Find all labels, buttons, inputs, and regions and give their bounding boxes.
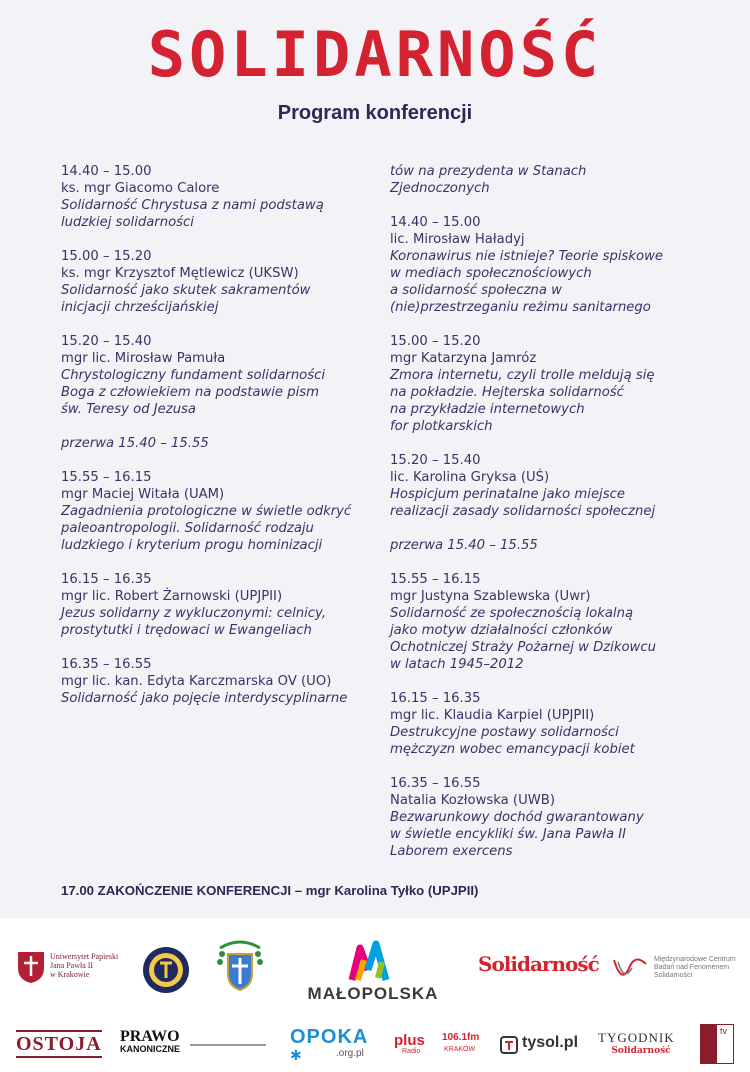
ostoja-logo — [16, 1030, 102, 1058]
entry-topic-line: Ochotniczej Straży Pożarnej w Dzikowcu — [390, 640, 656, 655]
upjp2-name-line1: Uniwersytet Papieski — [50, 952, 119, 961]
program-entry — [390, 214, 690, 316]
entry-topic-line: Zagadnienia protologiczne w świetle odkryć — [61, 504, 352, 519]
entry-topic-line: ludzkiej solidarności — [61, 215, 194, 230]
closing-line: 17.00 ZAKOŃCZENIE KONFERENCJI – mgr Karolina Tyłko (UPJPII) — [61, 883, 479, 898]
entry-topic-line: Chrystologiczny fundament solidarności — [61, 368, 326, 383]
entry-topic-line: w świetle encykliki św. Jana Pawła II — [390, 827, 626, 842]
entry-topic-line: na pokładzie. Hejterska solidarność — [390, 385, 624, 400]
entry-speaker: mgr lic. kan. Edyta Karczmarska OV (UO) — [61, 674, 332, 689]
entry-topic-line: św. Teresy od Jezusa — [61, 402, 197, 417]
entry-time: 16.35 – 16.55 — [61, 657, 152, 672]
entry-topic-line: przerwa 15.40 – 15.55 — [390, 538, 538, 553]
entry-speaker: mgr Katarzyna Jamróz — [390, 351, 537, 366]
upjp2-shield-icon — [16, 950, 46, 984]
page-subtitle: Program konferencji — [277, 102, 473, 124]
entry-topic-line: Bezwarunkowy dochód gwarantowany — [390, 810, 644, 825]
prawo-label: PRAWO — [120, 1028, 180, 1045]
entry-topic-line: Koronawirus nie istnieje? Teorie spiskowe — [390, 249, 663, 264]
entry-speaker: lic. Karolina Gryksa (UŚ) — [390, 470, 550, 485]
entry-time: 15.55 – 16.15 — [390, 572, 481, 587]
entry-topic-line: paleoantropologii. Solidarność rodzaju — [61, 521, 314, 536]
entry-topic-line: na przykładzie internetowych — [390, 402, 585, 417]
tysol-logo — [500, 1034, 586, 1060]
entry-topic-line: Boga z człowiekiem na podstawie pism — [61, 385, 319, 400]
program-left-column — [61, 163, 371, 724]
centrum-line3: Solidarności — [654, 972, 693, 979]
entry-topic-line: Destrukcyjne postawy solidarności — [390, 725, 619, 740]
entry-topic-line: w latach 1945–2012 — [390, 657, 524, 672]
program-entry — [390, 452, 690, 520]
poster-title: SOLIDARNOŚĆ — [147, 18, 603, 91]
sponsor-footer — [0, 918, 750, 1072]
bishop-coat-of-arms — [214, 940, 266, 996]
program-entry — [61, 163, 371, 231]
upjp2-name-line2: Jana Pawła II — [50, 961, 94, 970]
entry-speaker: mgr Justyna Szablewska (Uwr) — [390, 589, 591, 604]
malopolska-m-icon — [306, 940, 440, 984]
program-entry — [390, 690, 690, 758]
solidarnosc-logo — [478, 952, 599, 992]
seal-icon — [142, 946, 190, 994]
entry-topic-line: Laborem exercens — [390, 844, 513, 859]
entry-topic-line: Solidarność jako skutek sakramentów — [61, 283, 311, 298]
entry-time: 16.15 – 16.35 — [61, 572, 152, 587]
program-entry — [61, 469, 371, 554]
plus-city: KRAKÓW — [444, 1046, 476, 1053]
opoka-star-icon: ✱ — [290, 1048, 302, 1064]
program-entry — [61, 435, 371, 452]
entry-time: 16.15 – 16.35 — [390, 691, 481, 706]
plus-label: plus — [394, 1032, 425, 1049]
entry-topic-line: jako motyw działalności członków — [390, 623, 613, 638]
centrum-line1: Międzynarodowe Centrum — [654, 956, 736, 963]
prawo-kanoniczne-logo — [120, 1030, 270, 1060]
centrum-logo — [612, 956, 742, 996]
entry-topic-line: (nie)przestrzeganiu reżimu sanitarnego — [390, 300, 651, 315]
entry-topic-line: w mediach społecznościowych — [390, 266, 592, 281]
entry-time: 15.20 – 15.40 — [390, 453, 481, 468]
program-entry — [390, 333, 690, 435]
entry-time: 15.55 – 16.15 — [61, 470, 152, 485]
coat-of-arms-icon — [214, 940, 266, 996]
entry-topic-line: mężczyzn wobec emancypacji kobiet — [390, 742, 635, 757]
tv-label: tv — [720, 1026, 728, 1036]
entry-topic-line: ludzkiego i kryterium progu hominizacji — [61, 538, 323, 553]
entry-time: 15.20 – 15.40 — [61, 334, 152, 349]
program-entry — [61, 248, 371, 316]
tygodnik-label: TYGODNIK — [598, 1030, 675, 1045]
upjp2-logo — [16, 948, 126, 988]
solidarnosc-label: Solidarność — [478, 952, 599, 976]
kanoniczne-label: KANONICZNE — [120, 1044, 180, 1054]
opoka-label: OPOKA — [290, 1026, 369, 1048]
entry-topic-line: Solidarność ze społecznością lokalną — [390, 606, 634, 621]
entry-speaker: mgr Maciej Witała (UAM) — [61, 487, 225, 502]
program-entry — [390, 163, 690, 197]
program-entry — [61, 571, 371, 639]
centrum-line2: Badań nad Fenomenem — [654, 964, 730, 971]
entry-topic-line: a solidarność społeczna w — [390, 283, 562, 298]
program-entry — [61, 656, 371, 707]
centrum-wave-icon — [612, 956, 650, 986]
tysol-label: tysol.pl — [522, 1034, 579, 1051]
entry-time: 14.40 – 15.00 — [61, 164, 152, 179]
entry-time: 15.00 – 15.20 — [61, 249, 152, 264]
entry-speaker: mgr lic. Mirosław Pamuła — [61, 351, 226, 366]
radio-plus-logo — [394, 1032, 486, 1062]
tysol-icon — [500, 1036, 518, 1054]
malopolska-label: MAŁOPOLSKA — [307, 984, 439, 1003]
entry-topic-line: tów na prezydenta w Stanach — [390, 164, 587, 179]
entry-speaker: Natalia Kozłowska (UWB) — [390, 793, 555, 808]
entry-topic-line: Hospicjum perinatalne jako miejsce — [390, 487, 625, 502]
prawo-divider — [190, 1044, 266, 1046]
entry-topic-line: Jezus solidarny z wykluczonymi: celnicy, — [61, 606, 327, 621]
plus-frequency: 106.1fm — [442, 1032, 480, 1043]
entry-speaker: ks. mgr Giacomo Calore — [61, 181, 220, 196]
entry-topic-line: prostytutki i trędowaci w Ewangeliach — [61, 623, 312, 638]
malopolska-logo — [306, 940, 440, 1006]
plus-radio-label: Radio — [402, 1048, 421, 1055]
entry-topic-line: przerwa 15.40 – 15.55 — [61, 436, 209, 451]
program-entry — [390, 775, 690, 860]
tvjp2-logo — [700, 1024, 734, 1064]
ostoja-label: OSTOJA — [16, 1030, 102, 1058]
opoka-logo — [290, 1026, 374, 1066]
program-entry — [390, 571, 690, 673]
entry-time: 16.35 – 16.55 — [390, 776, 481, 791]
entry-topic-line: realizacji zasady solidarności społecznej — [390, 504, 656, 519]
faculty-seal-logo — [142, 946, 190, 994]
program-entry — [390, 537, 690, 554]
entry-time: 14.40 – 15.00 — [390, 215, 481, 230]
entry-speaker: ks. mgr Krzysztof Mętlewicz (UKSW) — [61, 266, 299, 281]
program-entry — [61, 333, 371, 418]
entry-topic-line: inicjacji chrześcijańskiej — [61, 300, 219, 315]
program-right-column — [390, 163, 690, 877]
entry-topic-line: for plotkarskich — [390, 419, 493, 434]
tygodnik-logo — [598, 1030, 684, 1064]
entry-topic-line: Zmora internetu, czyli trolle meldują się — [390, 368, 655, 383]
entry-topic-line: Solidarność jako pojęcie interdyscyplinarne — [61, 691, 348, 706]
tygodnik-solidarnosc: Solidarność — [611, 1046, 671, 1056]
entry-topic-line: Solidarność Chrystusa z nami podstawą — [61, 198, 324, 213]
entry-speaker: mgr lic. Klaudia Karpiel (UPJPII) — [390, 708, 595, 723]
entry-speaker: lic. Mirosław Haładyj — [390, 232, 525, 247]
entry-time: 15.00 – 15.20 — [390, 334, 481, 349]
entry-speaker: mgr lic. Robert Żarnowski (UPJPII) — [61, 589, 283, 604]
opoka-domain: .org.pl — [336, 1048, 364, 1059]
entry-topic-line: Zjednoczonych — [390, 181, 490, 196]
upjp2-name-line3: w Krakowie — [50, 970, 90, 979]
